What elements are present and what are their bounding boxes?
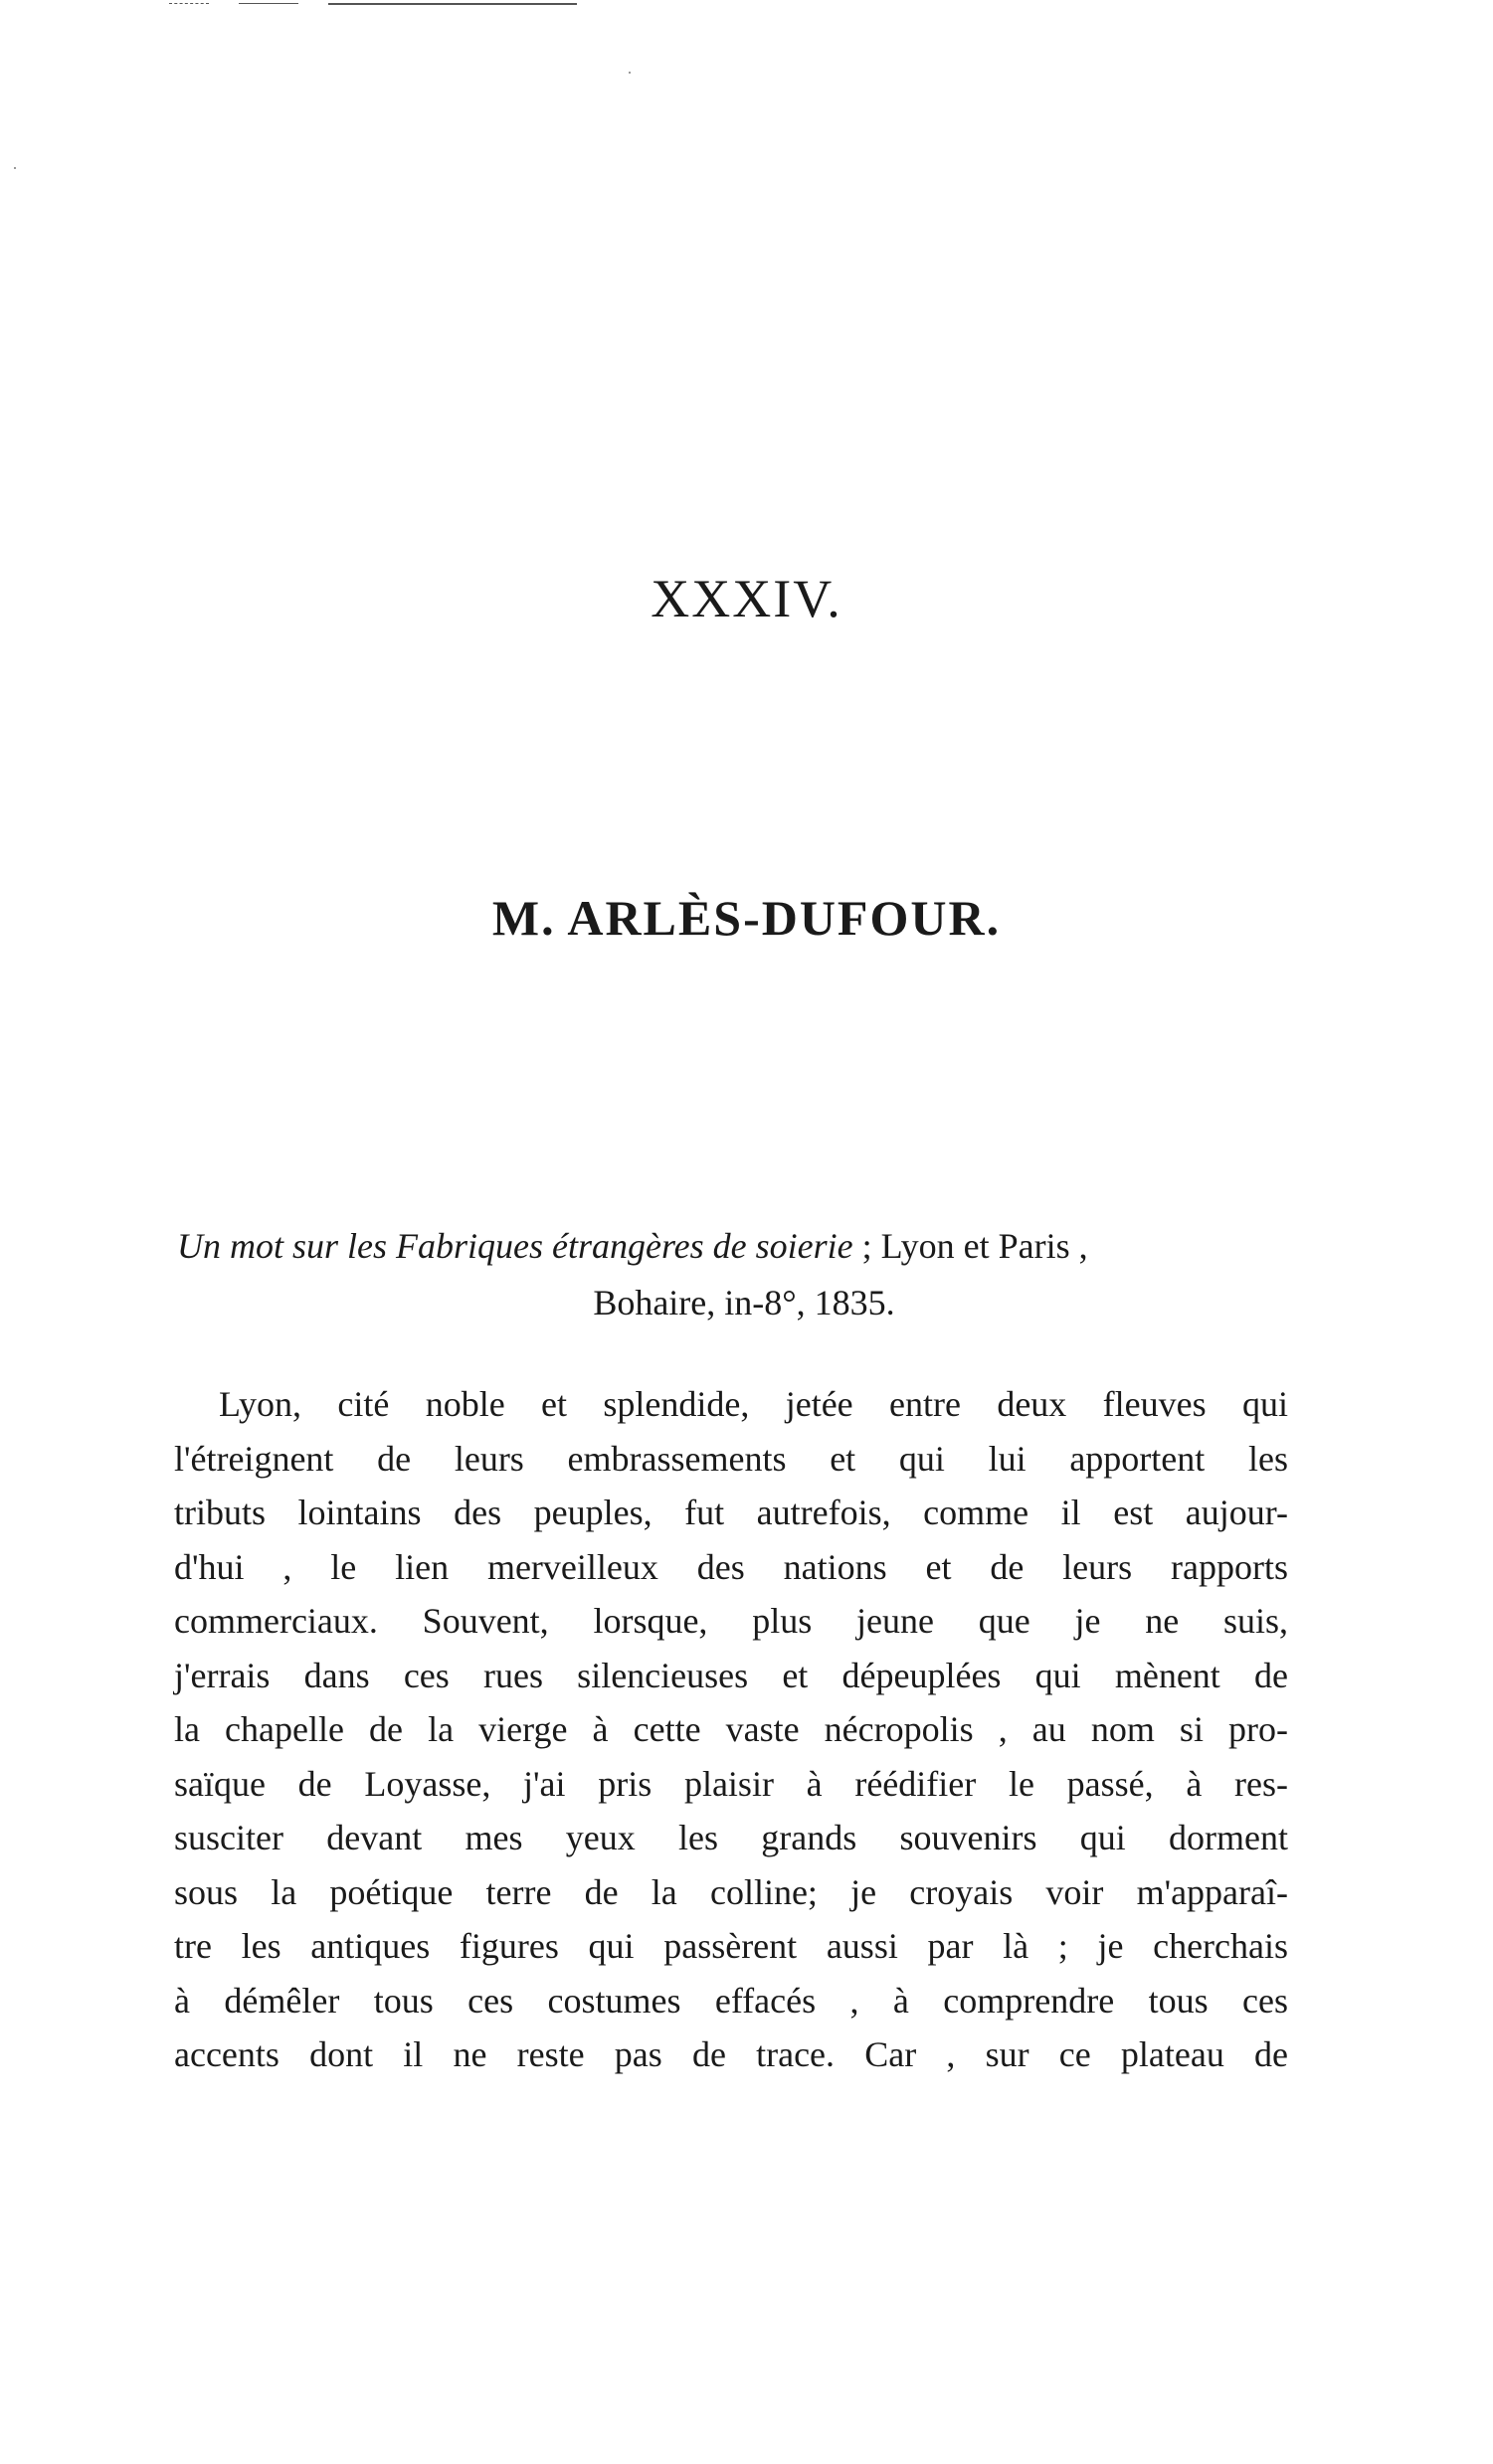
citation-line-2: Bohaire, in-8°, 1835.	[593, 1283, 895, 1322]
text-line: à démêler tous ces costumes effacés , à comprendre tous ces	[174, 1980, 1288, 2021]
chapter-number: XXXIV.	[651, 569, 842, 628]
bibliographic-citation	[177, 1218, 1291, 1331]
text-line: Lyon, cité noble et splendide, jetée entre deux fleuves qui	[219, 1384, 1288, 1424]
text-line: susciter devant mes yeux les grands souvenirs qui dorment	[174, 1818, 1288, 1857]
paper-speck	[629, 72, 631, 74]
top-edge-rule	[239, 3, 298, 4]
text-line: tributs lointains des peuples, fut autrefois, comme il est aujour-	[174, 1493, 1288, 1532]
text-line: tre les antiques figures qui passèrent aussi par là ; je cherchais	[174, 1926, 1288, 1966]
text-line: commerciaux. Souvent, lorsque, plus jeune que je ne suis,	[174, 1601, 1288, 1641]
paper-speck	[14, 167, 16, 169]
citation-work-title: Un mot sur les Fabriques étrangères de soierie	[177, 1226, 853, 1266]
text-line: d'hui , le lien merveilleux des nations et de leurs rapports	[174, 1546, 1288, 1587]
text-line: accents dont il ne reste pas de trace. Car , sur ce plateau de	[174, 2034, 1288, 2074]
text-line: saïque de Loyasse, j'ai pris plaisir à réédifier le passé, à res-	[174, 1763, 1288, 1804]
text-line: la chapelle de la vierge à cette vaste nécropolis , au nom si pro-	[174, 1709, 1288, 1749]
text-line: l'étreignent de leurs embrassements et qui lui apportent les	[174, 1438, 1288, 1479]
citation-publisher-place: ; Lyon et Paris ,	[852, 1226, 1088, 1266]
text-line: j'errais dans ces rues silencieuses et dépeuplées qui mènent de	[174, 1655, 1288, 1695]
chapter-title: M. ARLÈS-DUFOUR.	[491, 890, 1002, 946]
text-line: sous la poétique terre de la colline; je croyais voir m'apparaî-	[174, 1871, 1288, 1912]
top-edge-rule	[169, 3, 209, 4]
body-paragraph	[174, 1377, 1288, 2082]
citation-line-1	[177, 1218, 1291, 1275]
top-edge-rule	[328, 3, 577, 5]
